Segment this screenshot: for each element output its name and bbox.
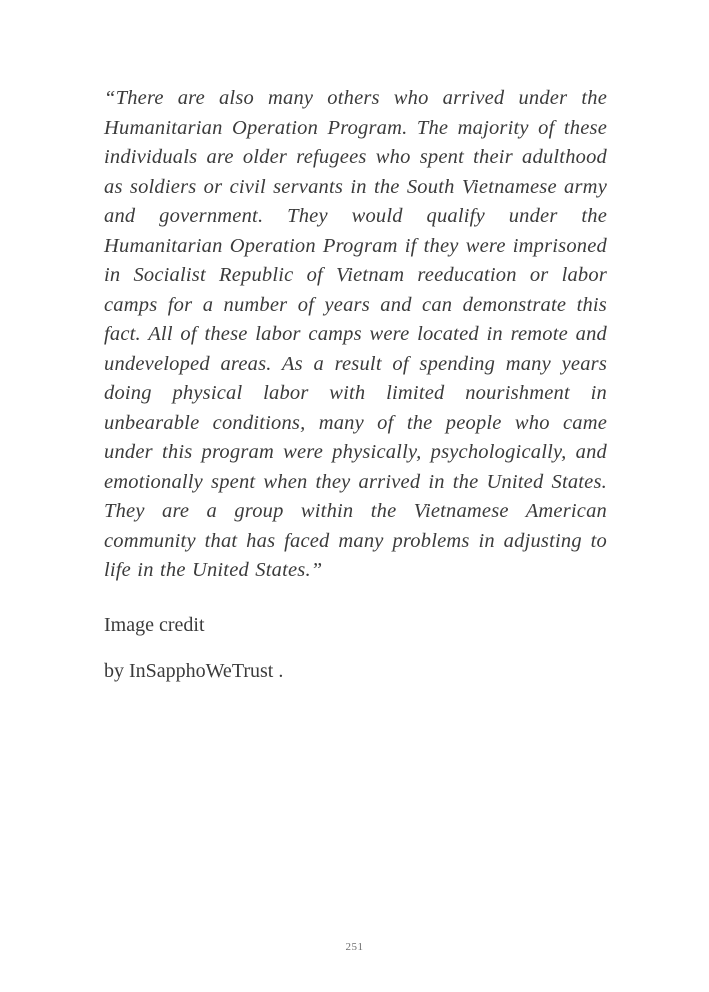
page-number: 251 [345, 941, 364, 953]
image-credit-label: Image credit [104, 613, 205, 636]
image-credit-byline: by InSapphoWeTrust . [104, 659, 284, 682]
quote-paragraph: “There are also many others who arrived under the Humanitarian Operation Program. The majority of these individuals are older refugees who spent their adulthood as soldiers or civil servants in the South Vietnamese army and government. They would qualify under the Humanitarian Operation Program if they were imprisoned in Socialist Republic of Vietnam reeducation or labor camps for a number of years and can demonstrate this fact. All of these labor camps were located in remote and undeveloped areas. As a result of spending many years doing physical labor with limited nourishment in unbearable conditions, many of the people who came under this program were physically, psychologically, and emotionally spent when they arrived in the United States. They are a group within the Vietnamese American community that has faced many problems in adjusting to life in the United States.” [104, 87, 607, 581]
text-block [104, 84, 607, 684]
